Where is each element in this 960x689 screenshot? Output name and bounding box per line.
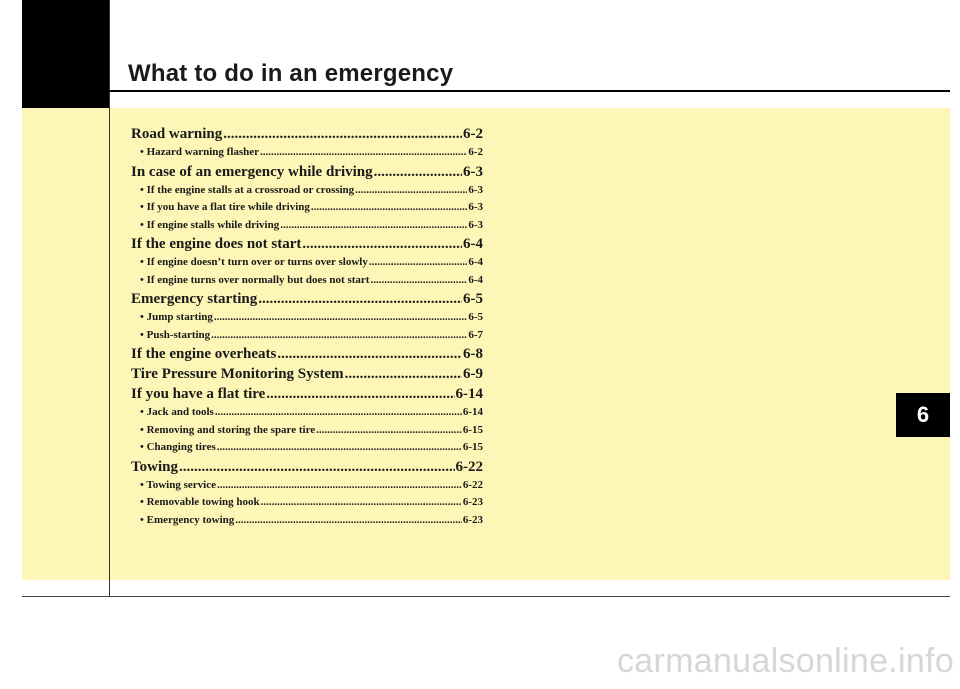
toc-page-number: 6-22 — [462, 478, 483, 491]
toc-section-entry[interactable] — [131, 234, 483, 254]
toc-dot-leader — [302, 234, 462, 254]
toc-dot-leader — [370, 272, 467, 290]
toc-entry-title: If the engine does not start — [131, 236, 302, 252]
toc-page-number: 6-3 — [468, 183, 483, 196]
toc-page-number: 6-9 — [463, 366, 483, 382]
toc-page-number: 6-14 — [455, 386, 483, 402]
toc-page-number: 6-22 — [455, 458, 483, 475]
toc-dot-leader — [266, 384, 454, 404]
toc-entry-title: • If you have a flat tire while driving — [140, 201, 310, 213]
toc-page-number: 6-4 — [468, 273, 483, 286]
toc-dot-leader — [369, 254, 468, 272]
toc-subsection-entry[interactable] — [131, 512, 483, 530]
toc-dot-leader — [280, 217, 467, 235]
toc-dot-leader — [179, 457, 455, 477]
toc-dot-leader — [215, 404, 462, 422]
toc-section-entry[interactable] — [131, 457, 483, 477]
toc-entry-title: Tire Pressure Monitoring System — [131, 366, 344, 382]
toc-entry-title: • If engine doesn’t turn over or turns over slowly — [140, 256, 368, 268]
toc-section-entry[interactable] — [131, 289, 483, 309]
toc-subsection-entry[interactable] — [131, 272, 483, 290]
toc-subsection-entry[interactable] — [131, 309, 483, 327]
toc-subsection-entry[interactable] — [131, 327, 483, 345]
toc-dot-leader — [345, 364, 462, 384]
toc-page-number: 6-5 — [468, 311, 483, 323]
toc-page-number: 6-15 — [462, 423, 483, 436]
toc-page-number: 6-8 — [463, 346, 483, 362]
toc-dot-leader — [316, 422, 462, 440]
title-underline — [109, 90, 950, 92]
toc-page-number: 6-3 — [468, 201, 483, 213]
toc-section-entry[interactable] — [131, 124, 483, 144]
toc-dot-leader — [217, 439, 462, 457]
toc-dot-leader — [311, 199, 467, 217]
toc-entry-title: • Jump starting — [140, 311, 213, 323]
toc-section-entry[interactable] — [131, 364, 483, 384]
toc-entry-title: If you have a flat tire — [131, 386, 266, 402]
toc-page-number: 6-23 — [462, 513, 483, 526]
bottom-divider — [22, 596, 950, 597]
chapter-number-badge: 6 — [896, 393, 950, 437]
toc-page-number: 6-7 — [468, 328, 483, 341]
toc-dot-leader — [374, 162, 462, 182]
toc-entry-title: • If engine stalls while driving — [140, 218, 280, 231]
toc-entry-title: • If the engine stalls at a crossroad or crossing — [140, 183, 355, 196]
toc-entry-title: Emergency starting — [131, 291, 258, 307]
toc-dot-leader — [258, 289, 462, 309]
toc-subsection-entry[interactable] — [131, 144, 483, 162]
toc-section-entry[interactable] — [131, 384, 483, 404]
toc-entry-title: • If engine turns over normally but does not start — [140, 273, 370, 286]
toc-entry-title: • Removable towing hook — [140, 496, 260, 508]
toc-subsection-entry[interactable] — [131, 422, 483, 440]
toc-page-number: 6-15 — [462, 441, 483, 453]
toc-entry-title: Road warning — [131, 126, 223, 142]
toc-dot-leader — [355, 182, 467, 200]
toc-page-number: 6-14 — [462, 406, 483, 418]
toc-page-number: 6-3 — [463, 163, 483, 180]
toc-entry-title: • Push-starting — [140, 328, 211, 341]
toc-section-entry[interactable] — [131, 344, 483, 364]
toc-entry-title: Towing — [131, 458, 178, 475]
toc-entry-title: • Towing service — [140, 478, 216, 491]
toc-page-number: 6-2 — [468, 146, 483, 158]
toc-entry-title: • Hazard warning flasher — [140, 146, 260, 158]
table-of-contents — [131, 124, 483, 529]
toc-section-entry[interactable] — [131, 162, 483, 182]
toc-subsection-entry[interactable] — [131, 439, 483, 457]
toc-dot-leader — [214, 309, 467, 327]
toc-entry-title: If the engine overheats — [131, 346, 277, 362]
chapter-tab-block — [22, 0, 109, 108]
toc-entry-title: In case of an emergency while driving — [131, 163, 373, 180]
page-title: What to do in an emergency — [128, 60, 454, 87]
toc-subsection-entry[interactable] — [131, 254, 483, 272]
toc-dot-leader — [211, 327, 467, 345]
toc-entry-title: • Emergency towing — [140, 513, 235, 526]
toc-subsection-entry[interactable] — [131, 477, 483, 495]
toc-entry-title: • Changing tires — [140, 441, 216, 453]
toc-page-number: 6-2 — [463, 126, 483, 142]
toc-dot-leader — [277, 344, 462, 364]
toc-page-number: 6-23 — [462, 496, 483, 508]
toc-dot-leader — [217, 477, 462, 495]
toc-page-number: 6-3 — [468, 218, 483, 231]
toc-dot-leader — [235, 512, 462, 530]
toc-subsection-entry[interactable] — [131, 182, 483, 200]
toc-entry-title: • Jack and tools — [140, 406, 214, 418]
toc-page-number: 6-4 — [463, 236, 483, 252]
toc-dot-leader — [261, 494, 462, 512]
toc-subsection-entry[interactable] — [131, 404, 483, 422]
toc-page-number: 6-5 — [463, 291, 483, 307]
watermark-text: carmanualsonline.info — [617, 642, 955, 680]
toc-dot-leader — [260, 144, 467, 162]
toc-subsection-entry[interactable] — [131, 199, 483, 217]
toc-entry-title: • Removing and storing the spare tire — [140, 423, 316, 436]
toc-subsection-entry[interactable] — [131, 217, 483, 235]
toc-subsection-entry[interactable] — [131, 494, 483, 512]
toc-page-number: 6-4 — [468, 256, 483, 268]
toc-dot-leader — [223, 124, 462, 144]
